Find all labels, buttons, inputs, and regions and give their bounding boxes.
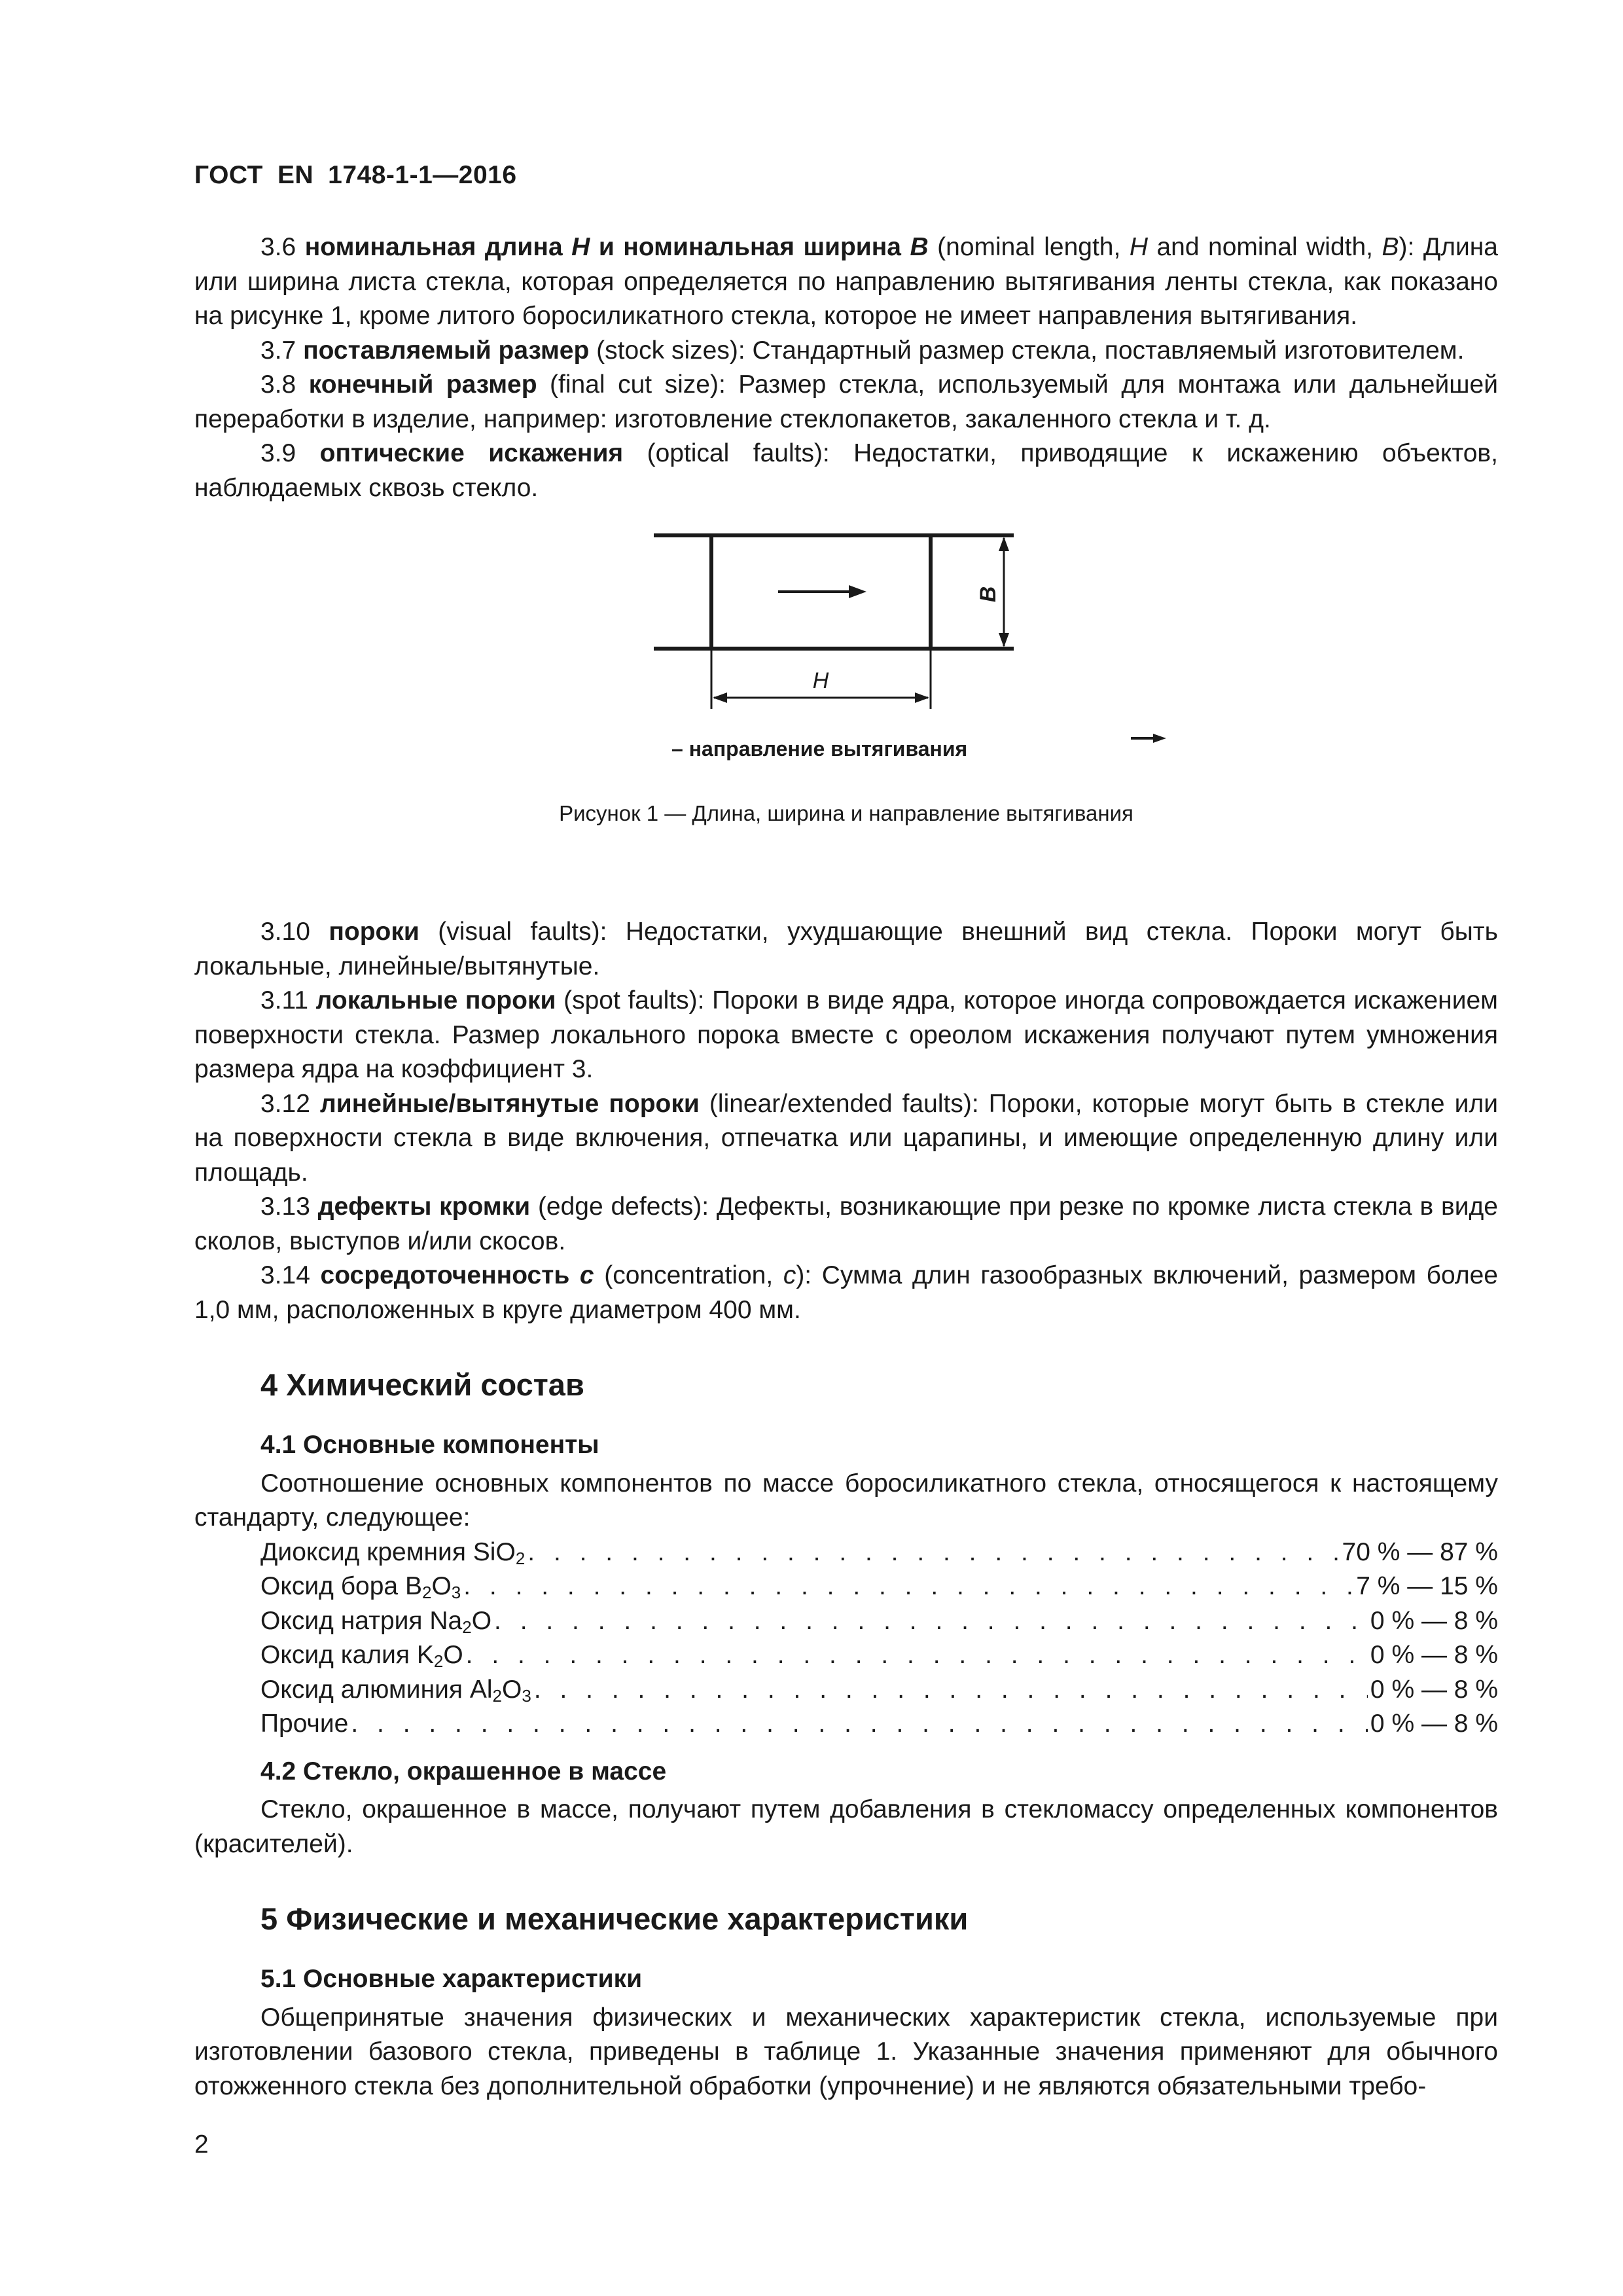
- section-4-1-heading: 4.1 Основные компоненты: [260, 1431, 599, 1459]
- definition-3-9: 3.9 оптические искажения (optical faults): Недостатки, приводящие к искажению объектов, наблюдаемых сквозь стекло.: [194, 439, 1498, 502]
- page-number: 2: [194, 2130, 209, 2159]
- definition-3-14: 3.14 сосредоточенность c (concentration, c): Сумма длин газообразных включений, размером более 1,0 мм, расположенных в круге диаметром 400 мм.: [194, 1261, 1498, 1324]
- definition-3-10: 3.10 пороки (visual faults): Недостатки, ухудшающие внешний вид стекла. Пороки могут быть локальные, линейные/вытянутые.: [194, 918, 1498, 980]
- legend-text: – направление вытягивания: [671, 737, 968, 761]
- section-4-heading: 4 Химический состав: [260, 1367, 584, 1402]
- drawing-direction-arrow: [778, 585, 866, 598]
- section-4-2-heading: 4.2 Стекло, окрашенное в массе: [260, 1757, 667, 1785]
- dimension-h-label: H: [812, 668, 829, 693]
- definition-3-11: 3.11 локальные пороки (spot faults): Пороки в виде ядра, которое иногда сопровождается искажением поверхности стекла. Размер локального порока вместе с ореолом искажения получают путем умножения размера ядра на коэффициент 3.: [194, 986, 1498, 1083]
- section-5-1-heading: 5.1 Основные характеристики: [260, 1965, 643, 1993]
- leader-dots: [466, 1638, 1368, 1673]
- leader-dots: [351, 1707, 1368, 1742]
- definition-3-8: 3.8 конечный размер (final cut size): Размер стекла, используемый для монтажа или дальнейшей переработки в изделие, например: изготовление стеклопакетов, закаленного стекла и т. д.: [194, 370, 1498, 433]
- section-4-1-intro: Соотношение основных компонентов по массе боросиликатного стекла, относящегося к настоящему стандарту, следующее:: [194, 1469, 1498, 1532]
- components-list: [260, 1535, 1498, 1742]
- dimension-b: [976, 537, 1009, 647]
- leader-dots: [527, 1535, 1339, 1570]
- leader-dots: [494, 1604, 1368, 1639]
- header-code: EN: [277, 161, 314, 189]
- leader-dots: [463, 1570, 1353, 1604]
- definition-3-6: 3.6 номинальная длина H и номинальная ширина B (nominal length, H and nominal width, B): Длина или ширина листа стекла, которая определяется по направлению вытягивания ленты стекла, как показано на рисунке 1, кроме литого боросиликатного стекла, которое не имеет направления вытягивания.: [194, 233, 1498, 330]
- dimension-b-label: B: [976, 586, 1001, 603]
- header-number: 1748-1-1—2016: [328, 161, 517, 189]
- page-content: [194, 230, 1498, 2104]
- definition-3-13: 3.13 дефекты кромки (edge defects): Дефекты, возникающие при резке по кромке листа стекла в виде сколов, выступов и/или скосов.: [194, 1193, 1498, 1255]
- component-row: Прочие . . . 0 % — 8 %: [260, 1707, 1498, 1742]
- dimension-h: [711, 649, 931, 709]
- definition-3-7: 3.7 поставляемый размер (stock sizes): Стандартный размер стекла, поставляемый изготовителем.: [260, 336, 1465, 365]
- section-5-1-text: Общепринятые значения физических и механических характеристик стекла, используемые при изготовлении базового стекла, приведены в таблице 1. Указанные значения применяют для обычного отожженного стекла без дополнительной обработки (упрочнение) и не являются обязательными требо-: [194, 2003, 1498, 2100]
- component-row: Диоксид кремния SiO$_2$ . . . 70 % — 87 %: [260, 1535, 1498, 1570]
- section-4-2-text: Стекло, окрашенное в массе, получают путем добавления в стекломассу определенных компонентов (красителей).: [194, 1795, 1498, 1858]
- header-standard: ГОСТ: [194, 161, 263, 189]
- component-row: Оксид алюминия $Al_2O_3$ . . . 0 % — 8 %: [260, 1673, 1498, 1708]
- leader-dots: [534, 1673, 1368, 1708]
- page-header: [194, 161, 517, 190]
- figure-caption: Рисунок 1 — Длина, ширина и направление вытягивания: [559, 801, 1133, 825]
- component-row: Оксид бора $B_2O_3$ . . . 7 % — 15 %: [260, 1570, 1498, 1604]
- component-row: Оксид калия $K_2O$ . . . 0 % — 8 %: [260, 1638, 1498, 1673]
- legend-arrow-icon: [1131, 732, 1168, 745]
- section-5-heading: 5 Физические и механические характеристики: [260, 1901, 969, 1936]
- definition-3-12: 3.12 линейные/вытянутые пороки (linear/extended faults): Пороки, которые могут быть в стекле или на поверхности стекла в виде включения, отпечатка или царапины, и имеющие определенную длину или площадь.: [194, 1089, 1498, 1187]
- glass-sheet-diagram: [654, 529, 1046, 725]
- figure-legend: [671, 732, 967, 766]
- figure-1: [194, 529, 1498, 915]
- component-row: Оксид натрия $Na_2O$ . . . 0 % — 8 %: [260, 1604, 1498, 1639]
